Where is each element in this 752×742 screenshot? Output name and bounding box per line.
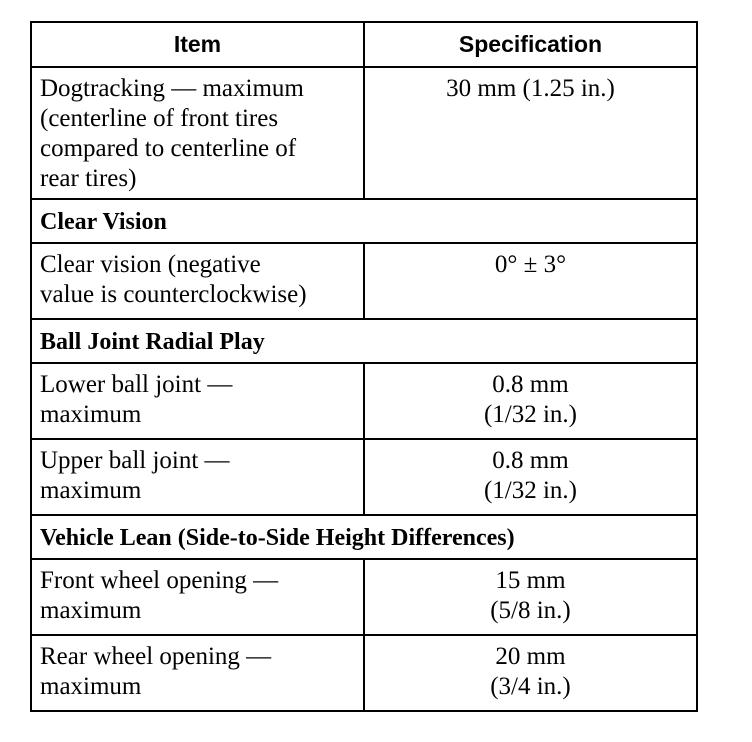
table-row-upper-ball-joint [31, 439, 697, 515]
table-row-clear-vision [31, 243, 697, 319]
spec-text: 15 mm [495, 567, 566, 594]
item-cell [31, 243, 364, 319]
table-row-rear-wheel [31, 635, 697, 711]
specification-table [30, 21, 698, 712]
table-header-row [31, 22, 697, 67]
item-text: compared to centerline of [40, 135, 297, 162]
table-row-lower-ball-joint [31, 363, 697, 439]
table-row-dogtracking [31, 67, 697, 199]
spec-text: 0.8 mm [492, 371, 569, 398]
item-text: maximum [40, 477, 142, 504]
item-cell [31, 363, 364, 439]
spec-cell [364, 559, 697, 635]
spec-text: 0.8 mm [492, 447, 569, 474]
item-text: maximum [40, 673, 142, 700]
item-text: Front wheel opening — [40, 567, 279, 594]
spec-text: (1/32 in.) [483, 477, 578, 504]
item-text: Upper ball joint — [40, 447, 230, 474]
item-text: Rear wheel opening — [40, 643, 272, 670]
spec-text: (5/8 in.) [490, 597, 571, 624]
spec-cell [364, 243, 697, 319]
section-title: Ball Joint Radial Play [31, 319, 697, 363]
section-title: Clear Vision [31, 199, 697, 243]
section-row-vehicle-lean [31, 515, 697, 559]
spec-cell [364, 363, 697, 439]
item-cell [31, 67, 364, 199]
item-cell [31, 559, 364, 635]
spec-text: (3/4 in.) [490, 673, 571, 700]
spec-cell [364, 439, 697, 515]
spec-text: 20 mm [495, 643, 566, 670]
item-text: rear tires) [40, 165, 137, 192]
item-cell [31, 439, 364, 515]
item-text: Lower ball joint — [40, 371, 233, 398]
section-row-ball-joint [31, 319, 697, 363]
spec-text: (1/32 in.) [483, 401, 578, 428]
section-title: Vehicle Lean (Side-to-Side Height Differences) [31, 515, 697, 559]
header-specification: Specification [364, 22, 697, 67]
item-cell [31, 635, 364, 711]
item-text: Dogtracking — maximum [40, 75, 304, 102]
spec-cell [364, 635, 697, 711]
item-text: Clear vision (negative [40, 251, 261, 278]
item-text: maximum [40, 597, 142, 624]
spec-text: 30 mm (1.25 in.) [446, 75, 615, 102]
spec-text: 0° ± 3° [494, 251, 567, 278]
table-row-front-wheel [31, 559, 697, 635]
item-text: value is counterclockwise) [40, 281, 307, 308]
section-row-clear-vision [31, 199, 697, 243]
header-item: Item [31, 22, 364, 67]
spec-cell [364, 67, 697, 199]
item-text: maximum [40, 401, 142, 428]
item-text: (centerline of front tires [40, 105, 279, 132]
